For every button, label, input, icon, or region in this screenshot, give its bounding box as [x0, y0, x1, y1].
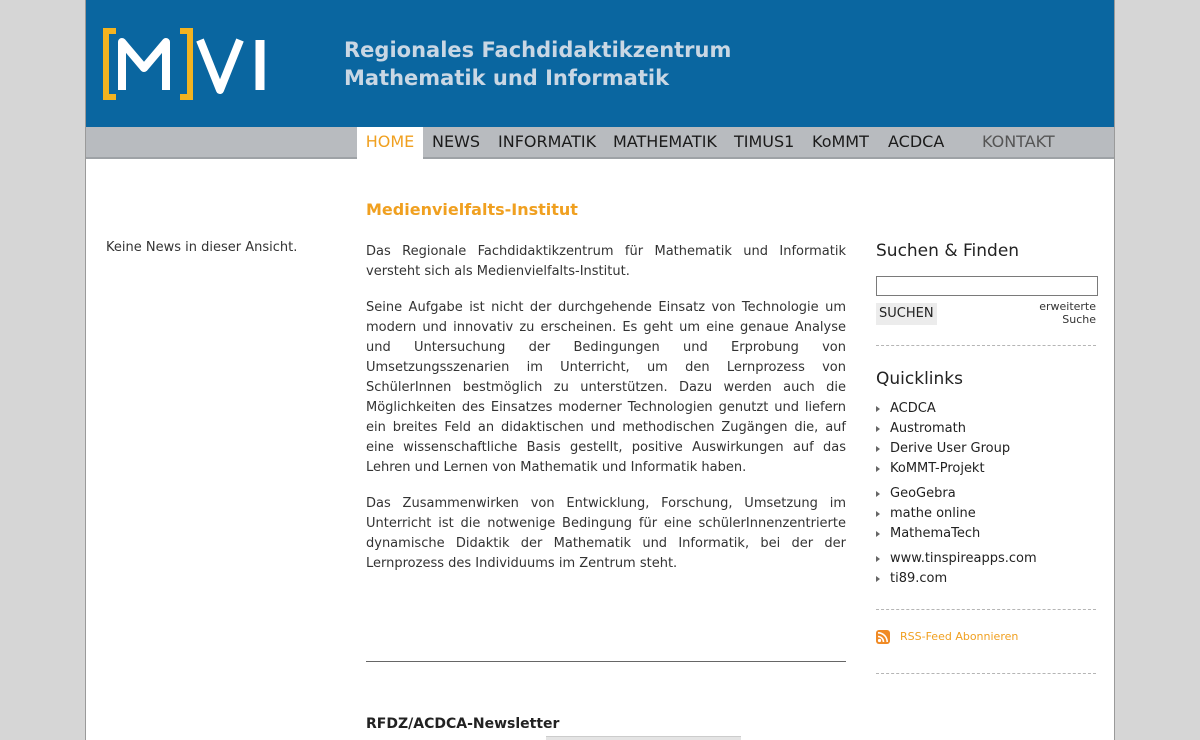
rss-subscribe-link[interactable] — [876, 630, 1018, 644]
search-heading: Suchen & Finden — [876, 241, 1020, 261]
quicklink-label: Austromath — [890, 421, 966, 436]
nav-news[interactable]: NEWS — [432, 132, 481, 151]
bullet-icon — [876, 576, 880, 582]
bullet-icon — [876, 491, 880, 497]
rss-icon — [876, 630, 890, 644]
sidebar-divider — [876, 609, 1096, 610]
mvi-logo[interactable] — [102, 28, 282, 100]
bullet-icon — [876, 511, 880, 517]
quicklink-mathematech[interactable] — [876, 526, 980, 541]
quicklink-ti89[interactable] — [876, 571, 947, 586]
sidebar-divider — [876, 345, 1096, 346]
collaboration-paragraph: Das Zusammenwirken von Entwicklung, Forschung, Umsetzung im Unterricht ist die notwenige Bedingung für eine schülerInnenzentrierte dynamische Didaktik der Mathematik und Informatik, bei der der Lernprozess des Individuums im Zentrum steht. — [366, 496, 846, 571]
sidebar-divider — [876, 673, 1096, 674]
page — [85, 0, 1115, 740]
site-title-line2: Mathematik und Informatik — [344, 66, 670, 90]
quicklink-label: www.tinspireapps.com — [890, 551, 1037, 566]
main-content — [366, 242, 846, 590]
quicklink-mathe-online[interactable] — [876, 506, 976, 521]
quicklink-label: Derive User Group — [890, 441, 1011, 456]
quicklink-label: ACDCA — [890, 401, 936, 416]
main-nav — [86, 127, 1114, 159]
site-title — [344, 36, 731, 92]
bullet-icon — [876, 446, 880, 452]
quicklink-label: mathe online — [890, 506, 976, 521]
newsletter-heading: RFDZ/ACDCA-Newsletter — [366, 716, 560, 732]
mission-paragraph: Seine Aufgabe ist nicht der durchgehende Einsatz von Technologie um modern und innovativ zu erscheinen. Es geht um eine genaue Analyse und Untersuchung der Bedingungen und Erprobung von Umsetzungsszenarien im Unterricht, um den Lernprozess von SchülerInnen bestmöglich zu unterstützen. Dazu werden auch die Möglichkeiten des Einsatzes moderner Technologien genutzt und liefern ein breites Feld an didaktischen und methodischen Zugängen die, auf eine wissenschaftliche Basis gestellt, positive Auswirkungen auf das Lehren und Lernen von Mathematik und Informatik haben. — [366, 300, 846, 475]
intro-paragraph: Das Regionale Fachdidaktikzentrum für Mathematik und Informatik versteht sich als Medienvielfalts-Institut. — [366, 244, 846, 279]
nav-timus1[interactable]: TIMUS1 — [734, 132, 795, 151]
bullet-icon — [876, 426, 880, 432]
no-news-text: Keine News in dieser Ansicht. — [106, 240, 298, 255]
quicklinks-heading: Quicklinks — [876, 369, 963, 389]
bullet-icon — [876, 531, 880, 537]
site-title-line1: Regionales Fachdidaktikzentrum — [344, 38, 732, 62]
search-input[interactable] — [876, 276, 1098, 296]
quicklink-label: GeoGebra — [890, 486, 956, 501]
nav-kontakt[interactable]: KONTAKT — [982, 132, 1055, 151]
bullet-icon — [876, 406, 880, 412]
nav-informatik[interactable]: INFORMATIK — [498, 132, 597, 151]
quicklink-derive[interactable] — [876, 441, 1010, 456]
nav-kommt[interactable]: KoMMT — [812, 132, 869, 151]
nav-home[interactable]: HOME — [357, 127, 423, 159]
quicklink-kommt[interactable] — [876, 461, 985, 476]
search-button[interactable]: SUCHEN — [876, 303, 937, 325]
content-divider — [366, 661, 846, 662]
bullet-icon — [876, 466, 880, 472]
nav-acdca[interactable]: ACDCA — [888, 132, 945, 151]
quicklink-label: MathemaTech — [890, 526, 981, 541]
quicklink-geogebra[interactable] — [876, 486, 956, 501]
quicklink-label: KoMMT-Projekt — [890, 461, 985, 476]
quicklink-tinspireapps[interactable] — [876, 551, 1037, 566]
newsletter-tabs — [546, 736, 741, 740]
quicklink-austromath[interactable] — [876, 421, 966, 436]
bullet-icon — [876, 556, 880, 562]
quicklink-label: ti89.com — [890, 571, 948, 586]
site-header — [86, 0, 1114, 127]
advanced-search-link[interactable]: erweiterte Suche — [1039, 300, 1096, 326]
nav-mathematik[interactable]: MATHEMATIK — [613, 132, 717, 151]
quicklink-acdca[interactable] — [876, 401, 936, 416]
rss-label: RSS-Feed Abonnieren — [900, 630, 1019, 643]
page-heading: Medienvielfalts-Institut — [366, 200, 578, 219]
